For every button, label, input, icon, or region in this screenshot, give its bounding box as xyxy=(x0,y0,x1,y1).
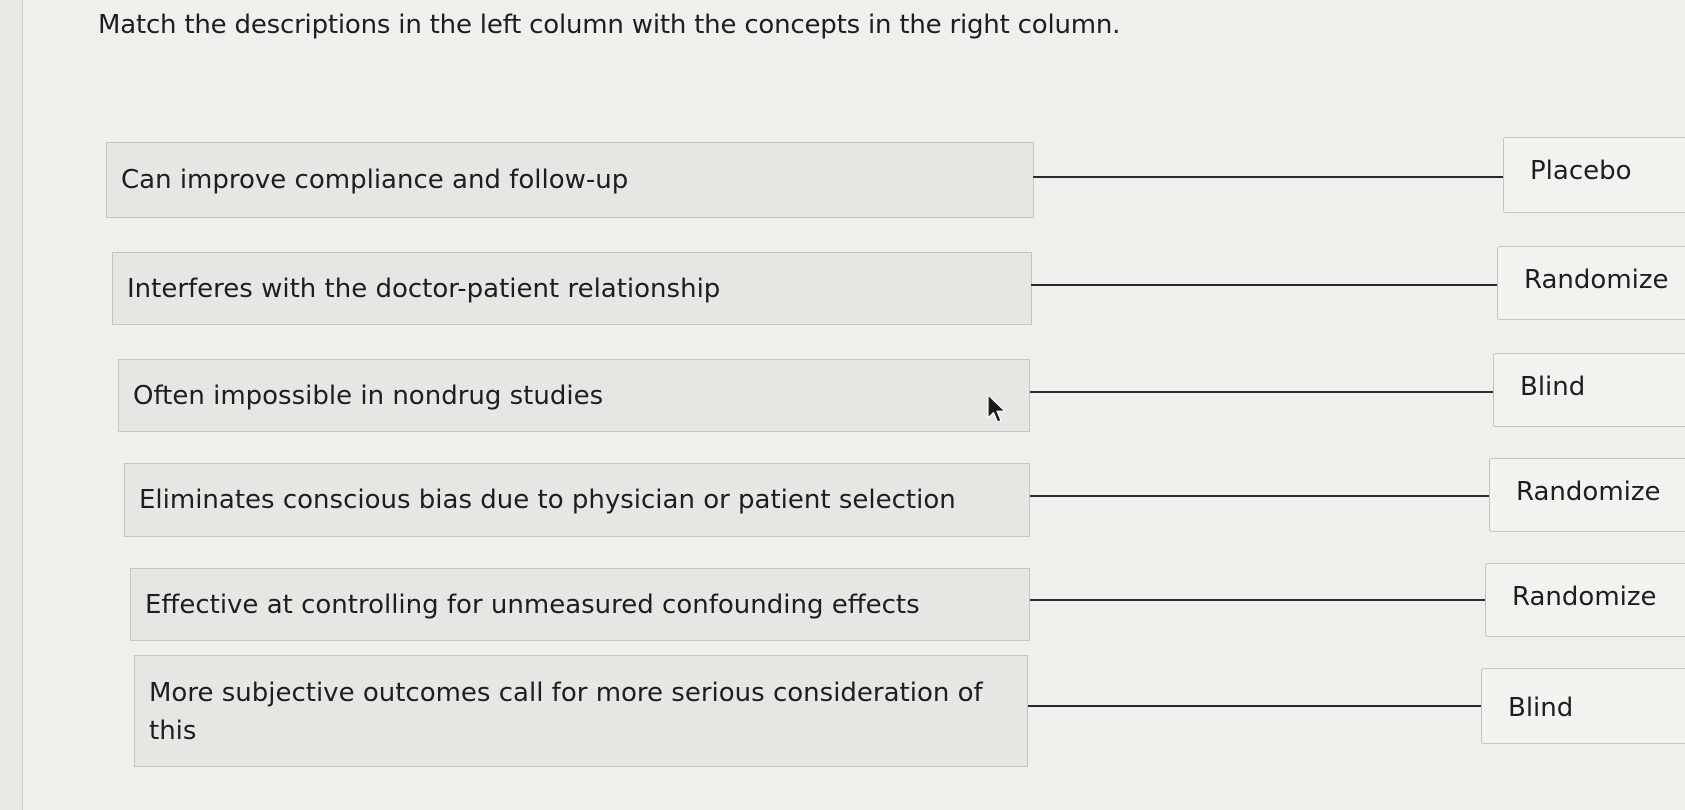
concept-item[interactable] xyxy=(1481,668,1685,744)
concept-item[interactable] xyxy=(1497,246,1685,320)
match-connector-line xyxy=(1028,705,1482,707)
concept-text: Blind xyxy=(1508,693,1574,723)
concept-item[interactable] xyxy=(1503,137,1685,213)
description-text: Effective at controlling for unmeasured confounding effects xyxy=(145,589,920,620)
description-text: Often impossible in nondrug studies xyxy=(133,380,604,411)
concept-item[interactable] xyxy=(1493,353,1685,427)
description-text: Can improve compliance and follow-up xyxy=(121,165,629,195)
match-connector-line xyxy=(1031,284,1498,286)
match-connector-line xyxy=(1030,599,1486,601)
question-instructions: Match the descriptions in the left column with the concepts in the right column. xyxy=(98,10,1121,40)
description-text: Interferes with the doctor-patient relationship xyxy=(127,273,721,304)
concept-text: Randomize xyxy=(1512,582,1657,612)
match-connector-line xyxy=(1033,176,1505,178)
concept-text: Randomize xyxy=(1524,265,1669,295)
concept-item[interactable] xyxy=(1489,458,1685,532)
description-item[interactable] xyxy=(112,252,1032,325)
concept-text: Placebo xyxy=(1530,156,1632,186)
description-item[interactable] xyxy=(134,655,1028,767)
mouse-pointer-icon xyxy=(986,394,1008,424)
concept-text: Blind xyxy=(1520,372,1586,402)
description-item[interactable] xyxy=(130,568,1030,641)
description-item[interactable] xyxy=(124,463,1030,537)
description-text: More subjective outcomes call for more serious consideration of this xyxy=(149,678,983,746)
description-item[interactable] xyxy=(118,359,1030,432)
description-text: Eliminates conscious bias due to physician or patient selection xyxy=(139,485,956,515)
concept-item[interactable] xyxy=(1485,563,1685,637)
description-item[interactable] xyxy=(106,142,1034,218)
match-connector-line xyxy=(1030,495,1490,497)
match-connector-line xyxy=(1030,391,1494,393)
concept-text: Randomize xyxy=(1516,477,1661,507)
